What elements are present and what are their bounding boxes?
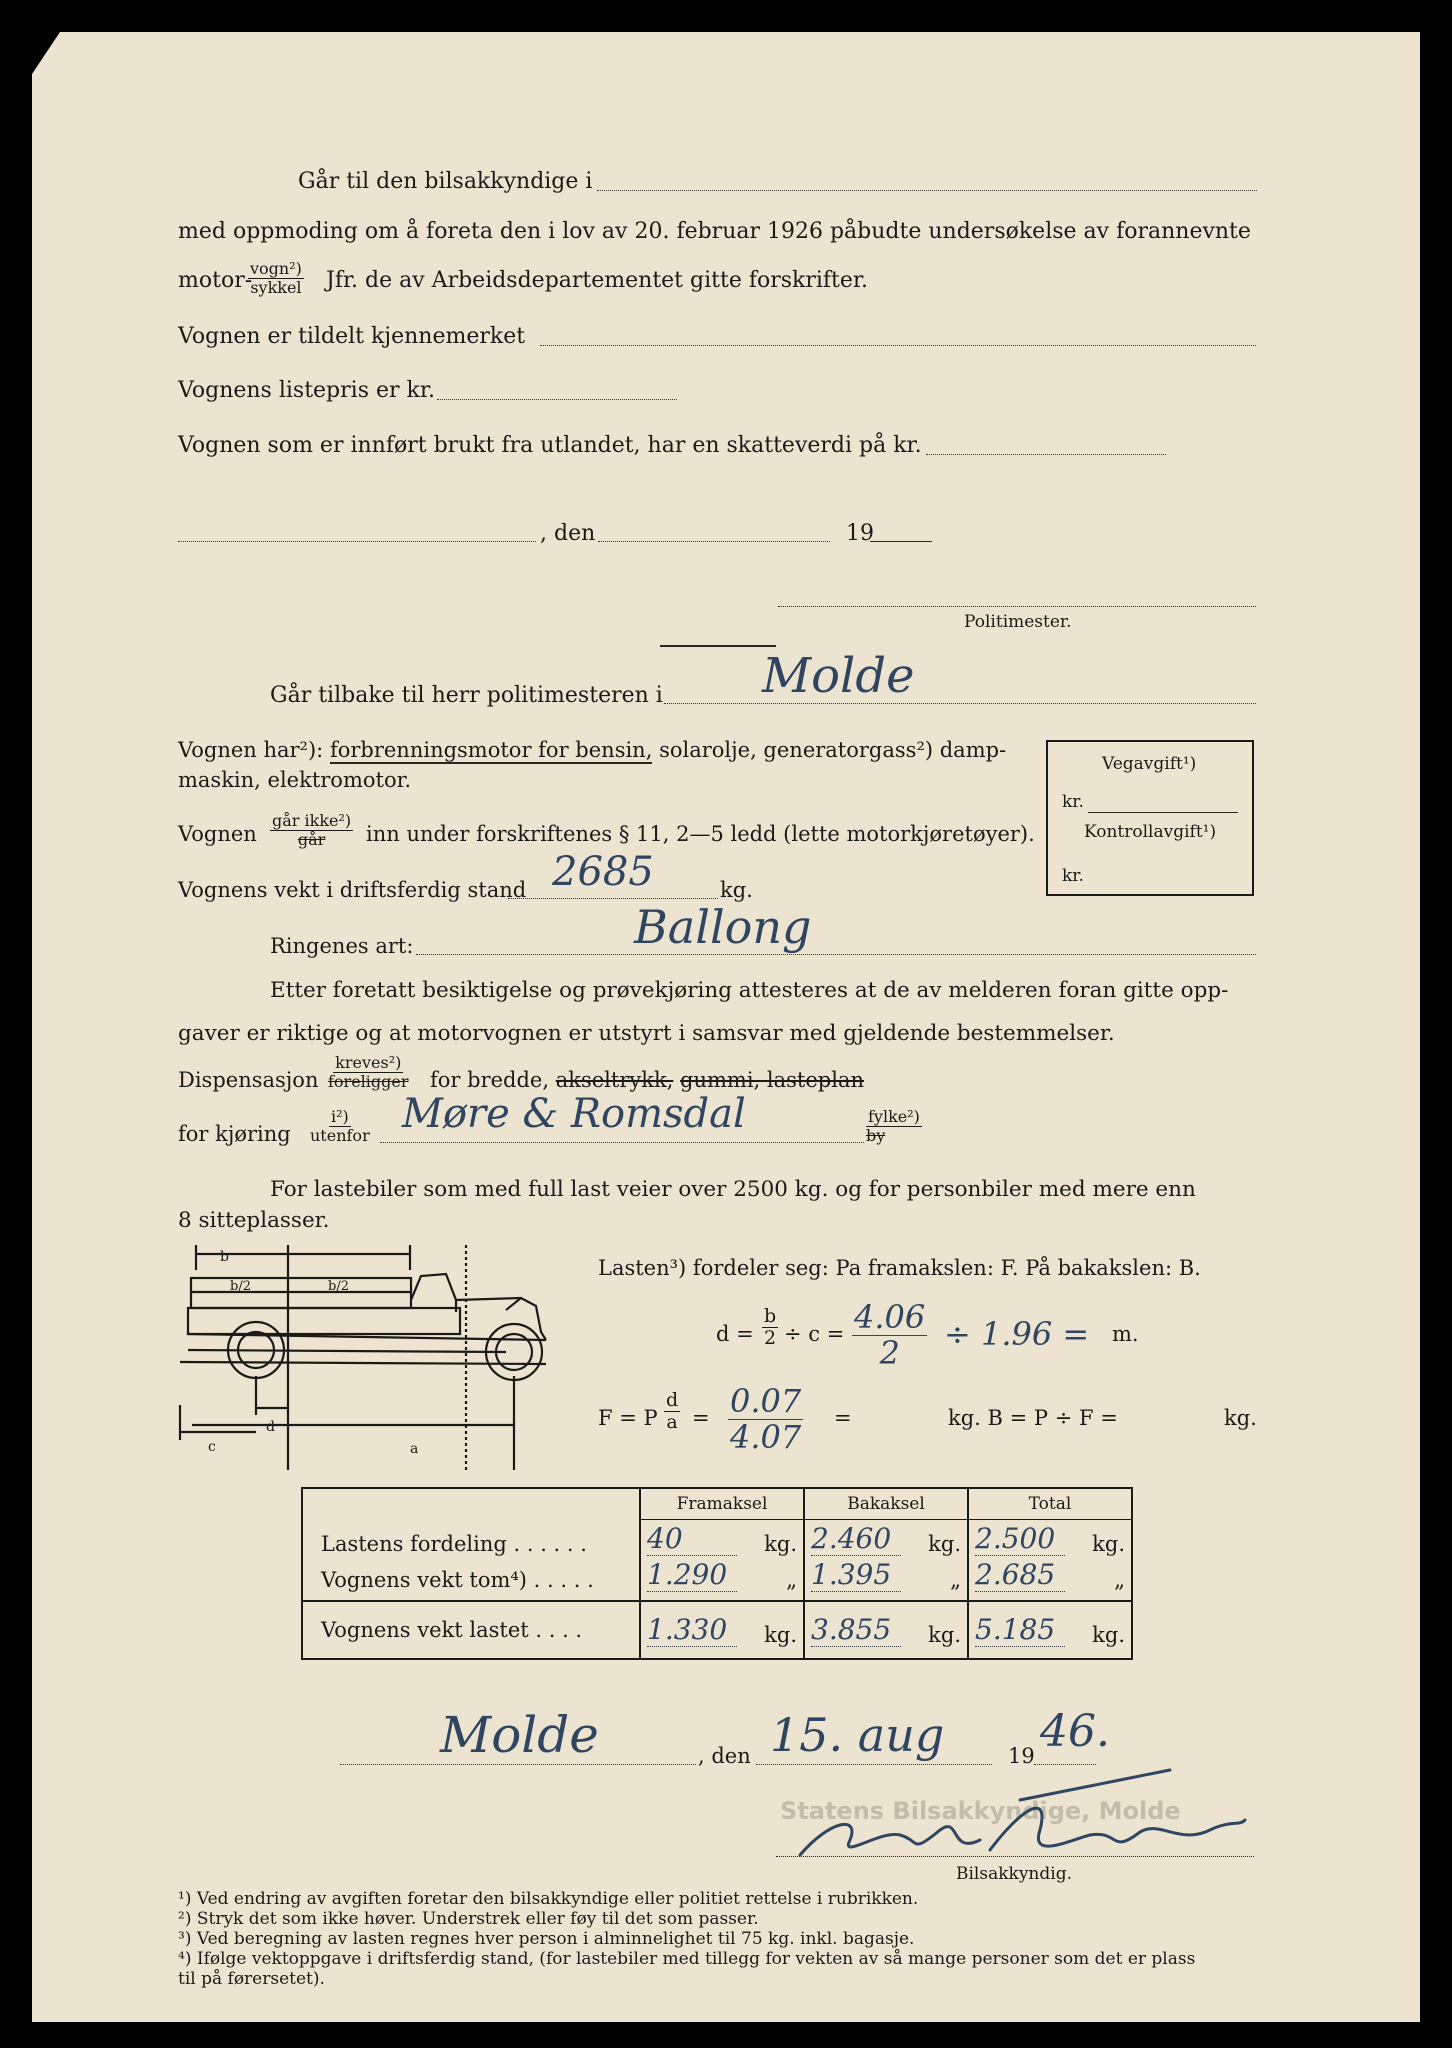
- section-divider: [660, 645, 776, 647]
- field-year-1[interactable]: [870, 541, 932, 542]
- field-place-2[interactable]: [340, 1764, 696, 1765]
- disp-fraction: [328, 1054, 409, 1090]
- diagram-label-b2-left: b/2: [230, 1279, 251, 1294]
- formula-kgB: kg. B = P ÷ F =: [948, 1406, 1118, 1430]
- motor-line-2: maskin, elektromotor.: [178, 768, 411, 792]
- diagram-label-b2-right: b/2: [328, 1279, 349, 1294]
- attest-line-2: gaver er riktige og at motorvognen er utstyrt i samsvar med gjeldende bestemmelser.: [178, 1021, 1115, 1046]
- cell-unit: kg.: [928, 1532, 961, 1556]
- hw-d-numerator: 4.06: [854, 1298, 926, 1336]
- line-lette-motor: inn under forskriftenes § 11, 2—5 ledd (lette motorkjøretøyer).: [366, 822, 1035, 846]
- line-forskrifter: Jfr. de av Arbeidsdepartementet gitte forskrifter.: [326, 268, 869, 293]
- motor-prefix: motor-: [178, 268, 253, 293]
- diagram-label-c: c: [208, 1439, 216, 1455]
- field-bilsakkyndige[interactable]: [597, 190, 1257, 191]
- footnote-4-cont: til på førersetet).: [178, 1969, 325, 1989]
- frac-i: i²): [330, 1107, 349, 1126]
- gaar-fraction: [270, 812, 353, 848]
- line-oppmoding: med oppmoding om å foreta den i lov av 20. februar 1926 påbudte undersøkelse av forannevnte: [178, 219, 1251, 244]
- cell-value[interactable]: 40: [647, 1522, 737, 1556]
- cell-unit: „: [786, 1568, 797, 1592]
- disp-gummi: gummi, lasteplan: [680, 1068, 864, 1092]
- field-listepris[interactable]: [437, 399, 677, 400]
- col-total: Total: [968, 1488, 1132, 1520]
- line-bilsakkyndige: Går til den bilsakkyndige i: [298, 169, 593, 194]
- handwritten-molde: Molde: [762, 648, 915, 704]
- frac-b: b: [764, 1305, 777, 1327]
- label-vognen-gaar: Vognen: [178, 822, 257, 846]
- formula-eq-1: =: [692, 1406, 710, 1430]
- frac-2: 2: [764, 1326, 777, 1349]
- truck-frame: [188, 1308, 460, 1334]
- frac-fylke: fylke²): [868, 1107, 920, 1126]
- motor-options: solarolje, generatorgass²) damp-: [659, 738, 1007, 762]
- col-bakaksel: Bakaksel: [804, 1488, 968, 1520]
- avgift-box: [1046, 740, 1254, 896]
- motor-line-1: [178, 740, 1006, 761]
- footnote-1: ¹) Ved endring av avgiften foretar den bilsakkyndige eller politiet rettelse i rubrikken.: [178, 1889, 919, 1909]
- disp-options: [430, 1070, 864, 1091]
- handwritten-year: 46.: [1040, 1706, 1110, 1757]
- handwritten-vekt: 2685: [552, 849, 654, 895]
- formula-minus-c: ÷ c =: [784, 1322, 845, 1346]
- diagram-label-a: a: [410, 1441, 419, 1457]
- kjoring-fraction: [310, 1108, 370, 1144]
- table-row: [302, 1556, 1132, 1601]
- frac-kreves: kreves²): [335, 1053, 402, 1072]
- label-kr-vegavgift: kr.: [1062, 792, 1084, 812]
- motor-fraction: [248, 260, 304, 296]
- formula-d-fraction: [852, 1300, 927, 1371]
- label-den-2: , den: [698, 1744, 751, 1768]
- lastebil-line-1: For lastebiler som med full last veier over 2500 kg. og for personbiler med mere enn: [270, 1177, 1196, 1202]
- field-ringenes-art[interactable]: [416, 954, 1256, 955]
- hw-f-denominator: 4.07: [730, 1418, 802, 1457]
- formula-eq-2: =: [834, 1406, 852, 1430]
- handwritten-fylke: Møre & Romsdal: [402, 1091, 746, 1137]
- field-fylke[interactable]: [380, 1142, 864, 1143]
- truck-diagram: [176, 1240, 556, 1475]
- label-ringenes-art: Ringenes art:: [270, 934, 414, 958]
- footnote-3: ³) Ved beregning av lasten regnes hver person i alminnelighet til 75 kg. inkl. bagasje.: [178, 1929, 915, 1949]
- frac-foreligger: foreligger: [328, 1071, 409, 1091]
- signature-line-bilsakkyndig[interactable]: [776, 1856, 1254, 1857]
- hw-f-numerator: 0.07: [730, 1382, 802, 1420]
- formula-m: m.: [1112, 1322, 1139, 1346]
- label-politimester: Politimester.: [964, 612, 1072, 632]
- frac-d: d: [666, 1389, 679, 1411]
- formula-f-fraction: [728, 1384, 803, 1455]
- office-stamp: Statens Bilsakkyndige, Molde: [780, 1797, 1181, 1825]
- handwritten-date: 15. aug: [770, 1708, 945, 1762]
- formula-d-over-a: [664, 1390, 680, 1433]
- cell-value[interactable]: 2.460: [811, 1522, 901, 1556]
- label-motor: Vognen har²):: [178, 738, 324, 762]
- row-label: Vognens vekt lastet . . . .: [302, 1601, 640, 1659]
- label-vekt: Vognens vekt i driftsferdig stand: [178, 878, 527, 902]
- cell-unit: kg.: [764, 1623, 797, 1647]
- cell-unit: „: [950, 1568, 961, 1592]
- cell-value[interactable]: 1.395: [811, 1558, 901, 1592]
- table-header-blank: [302, 1488, 640, 1520]
- lastebil-line-2: 8 sitteplasser.: [178, 1208, 330, 1233]
- frac-vogn: vogn²): [250, 259, 302, 278]
- hw-d-rest: ÷ 1.96 =: [944, 1315, 1090, 1353]
- label-year-2: 19: [1008, 1744, 1035, 1768]
- cell-unit: kg.: [764, 1532, 797, 1556]
- lasten-line: Lasten³) fordeler seg: Pa framakslen: F. På bakakslen: B.: [598, 1256, 1201, 1280]
- label-kjoring: for kjøring: [178, 1122, 291, 1146]
- disp-bredde: for bredde,: [430, 1068, 550, 1092]
- cell-unit: kg.: [1092, 1623, 1125, 1647]
- cell-value[interactable]: 1.290: [647, 1558, 737, 1592]
- label-tilbake: Går tilbake til herr politimesteren i: [270, 683, 663, 708]
- attest-line-1: Etter foretatt besiktigelse og prøvekjøring attesteres at de av melderen foran gitte opp-: [270, 978, 1229, 1003]
- handwritten-ballong: Ballong: [634, 900, 812, 954]
- label-year-1: 19: [846, 521, 874, 546]
- field-vekt[interactable]: [508, 898, 718, 899]
- signature-line-politimester[interactable]: [778, 606, 1256, 607]
- cell-value[interactable]: 5.185: [975, 1613, 1065, 1647]
- cell-value[interactable]: 2.500: [975, 1522, 1065, 1556]
- label-kr-kontroll: kr.: [1062, 866, 1084, 886]
- truck-cab: [411, 1274, 456, 1312]
- row-label: Lastens fordeling . . . . . .: [321, 1532, 587, 1556]
- handwritten-signature: [790, 1760, 1250, 1870]
- frac-utenfor: utenfor: [310, 1125, 370, 1145]
- formula-kg: kg.: [1224, 1406, 1257, 1430]
- truck-hood: [456, 1298, 546, 1340]
- label-den-1: , den: [540, 521, 596, 546]
- cell-unit: kg.: [1092, 1532, 1125, 1556]
- label-dispensasjon: Dispensasjon: [178, 1068, 319, 1092]
- diagram-label-d: d: [266, 1419, 275, 1435]
- field-vegavgift[interactable]: [1088, 812, 1238, 813]
- load-table: [301, 1487, 1133, 1660]
- footnote-4: ⁴) Ifølge vektoppgave i driftsferdig stand, (for lastebiler med tillegg for vekten av så mange personer som det er plass: [178, 1949, 1196, 1969]
- frac-sykkel: sykkel: [250, 277, 302, 297]
- label-bilsakkyndig: Bilsakkyndig.: [956, 1864, 1072, 1884]
- frac-gaar-ikke: går ikke²): [272, 811, 352, 830]
- cell-unit: „: [1114, 1568, 1125, 1592]
- cell-unit: kg.: [928, 1623, 961, 1647]
- hw-d-denominator: 2: [879, 1334, 900, 1373]
- label-vekt-unit: kg.: [720, 878, 753, 902]
- footnote-2: ²) Stryk det som ikke høver. Understrek eller føy til det som passer.: [178, 1909, 759, 1929]
- cell-value[interactable]: 1.330: [647, 1613, 737, 1647]
- frac-gaar: går: [297, 829, 326, 849]
- diagram-label-b: b: [220, 1249, 229, 1265]
- label-vegavgift: Vegavgift¹): [1102, 754, 1197, 774]
- formula-d-eq: d =: [716, 1322, 754, 1346]
- row-label: Vognens vekt tom⁴) . . . . .: [321, 1568, 594, 1592]
- cell-value[interactable]: 3.855: [811, 1613, 901, 1647]
- underlined-bensin: forbrenningsmotor for bensin,: [329, 738, 653, 762]
- col-framaksel: Framaksel: [640, 1488, 804, 1520]
- formula-b-over-2: [762, 1306, 778, 1349]
- table-row: [302, 1601, 1132, 1659]
- frac-by: by: [866, 1125, 886, 1145]
- fylke-fraction: [866, 1108, 922, 1144]
- disp-akseltrykk: akseltrykk,: [555, 1068, 674, 1092]
- handwritten-place: Molde: [440, 1706, 599, 1764]
- cell-value[interactable]: 2.685: [975, 1558, 1065, 1592]
- table-row: [302, 1520, 1132, 1557]
- field-place-1[interactable]: [178, 541, 536, 542]
- field-kjennemerket[interactable]: [540, 345, 1256, 346]
- formula-F-eq: F = P: [598, 1406, 658, 1430]
- frac-a: a: [666, 1410, 678, 1433]
- label-kontrollavgift: Kontrollavgift¹): [1084, 822, 1217, 842]
- field-skatteverdi[interactable]: [926, 454, 1166, 455]
- label-listepris: Vognens listepris er kr.: [178, 378, 435, 403]
- field-date-1[interactable]: [598, 541, 830, 542]
- field-tilbake[interactable]: [664, 703, 1256, 704]
- label-skatteverdi: Vognen som er innført brukt fra utlandet, har en skatteverdi på kr.: [178, 433, 922, 458]
- label-kjennemerket: Vognen er tildelt kjennemerket: [178, 324, 526, 349]
